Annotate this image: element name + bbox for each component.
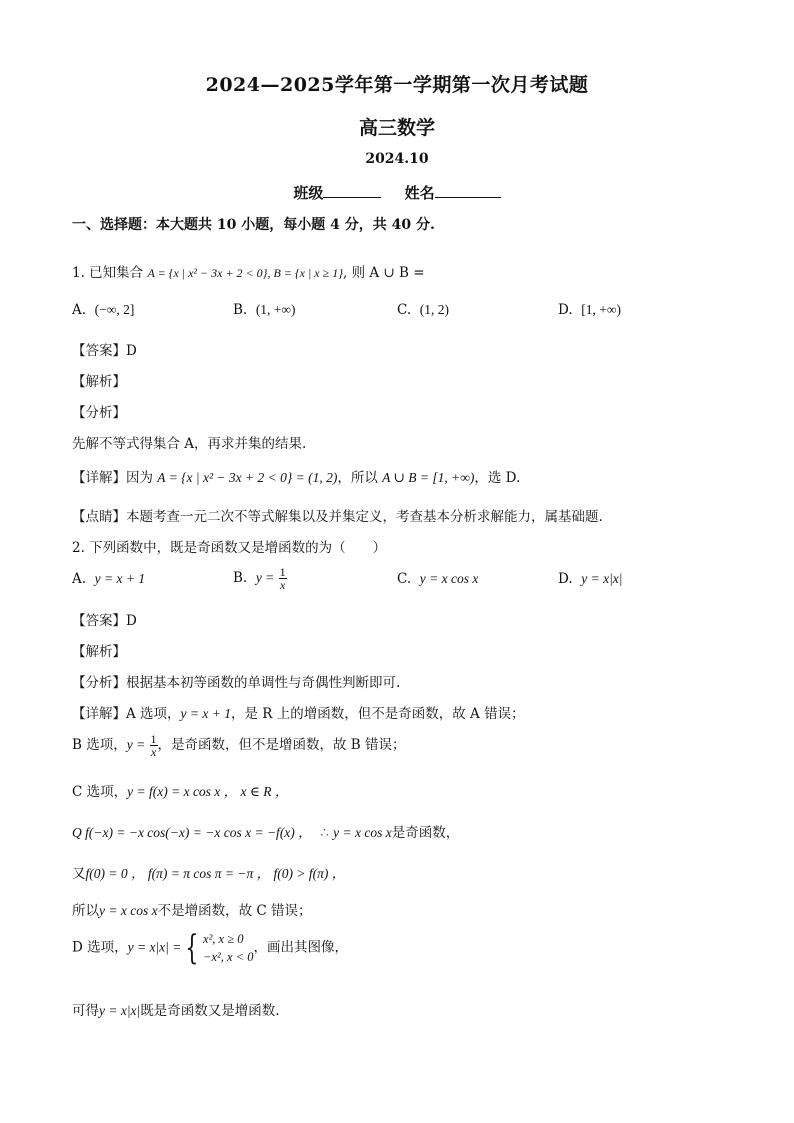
q2-fenxi: 【分析】根据基本初等函数的单调性与奇偶性判断即可. [72, 675, 401, 691]
q2-detail-b-fraction: $\frac{1}{x}$ [150, 732, 157, 759]
student-info-fields [0, 182, 794, 203]
exam-subject: 高三数学 [358, 117, 435, 139]
q1-option-d: D. [1, +∞) [558, 302, 621, 318]
q2-detail-q: Q f(−x) = −x cos(−x) = −x cos x = −f(x) ， ∴ y = x cos x是奇函数， [72, 825, 460, 841]
exam-title: 2024—2025学年第一学期第一次月考试题 [205, 74, 589, 96]
q2-option-c: C. y = x cos x [397, 571, 479, 587]
q2-option-d: D. y = x|x| [558, 571, 623, 587]
q2-option-a: A. y = x + 1 [72, 571, 146, 587]
q2-option-b-fraction: $\frac{1}{x}$ [279, 565, 286, 592]
q2-detail-you: 又f(0) = 0 ， f(π) = π cos π = −π ， f(0) > f(π) ， [72, 866, 346, 882]
q1-answer: 【答案】D [72, 343, 137, 359]
q1-stem-math: A = {x | x² − 3x + 2 < 0}, B = {x | x ≥ 1} [147, 266, 344, 280]
q1-analysis-tag: 【解析】 [72, 374, 126, 390]
q2-conclusion: 可得y = x|x|既是奇函数又是增函数. [72, 1003, 280, 1019]
q2-detail-d: D 选项，y = x|x| = { x², x ≥ 0 −x², x < 0 ，画出其图像， [72, 928, 348, 968]
class-blank[interactable] [323, 183, 381, 198]
q1-option-b: B. (1, +∞) [233, 302, 296, 318]
q1-stem [72, 261, 425, 281]
q2-detail-b: B 选项，y = $\frac{1}{x}$ ，是奇函数，但不是增函数，故 B 错误； [72, 732, 406, 759]
q1-fenxi-tag: 【分析】 [72, 405, 126, 421]
cases-brace: { [185, 928, 199, 968]
section-heading: 一、选择题：本大题共 10 小题，每小题 4 分，共 40 分. [72, 217, 435, 233]
q2-detail-a: 【详解】A 选项，y = x + 1，是 R 上的增函数，但不是奇函数，故 A 错误； [72, 706, 525, 722]
name-label: 姓名 [404, 184, 435, 202]
q2-answer: 【答案】D [72, 613, 137, 629]
q1-fenxi-text: 先解不等式得集合 A，再求并集的结果. [72, 436, 307, 452]
name-blank[interactable] [435, 183, 501, 198]
q2-detail-c: C 选项，y = f(x) = x cos x ， x ∈ R ， [72, 784, 289, 800]
q1-stem-prefix: 1. 已知集合 [72, 265, 144, 281]
q2-detail-so: 所以y = x cos x不是增函数，故 C 错误； [72, 903, 312, 919]
q2-stem: 2. 下列函数中，既是奇函数又是增函数的为（ ） [72, 540, 387, 556]
piecewise-cases: x², x ≥ 0 −x², x < 0 [203, 932, 254, 964]
q2-option-b: B. y = $\frac{1}{x}$ [233, 565, 286, 592]
q1-detail: 【详解】因为 A = {x | x² − 3x + 2 < 0} = (1, 2)，所以 A ∪ B = [1, +∞)，选 D. [72, 470, 521, 486]
q1-option-a: A. (−∞, 2] [72, 302, 135, 318]
q1-comment: 【点睛】本题考查一元二次不等式解集以及并集定义，考查基本分析求解能力，属基础题. [72, 509, 603, 525]
q1-option-c: C. (1, 2) [397, 302, 449, 318]
exam-date: 2024.10 [365, 151, 429, 167]
class-label: 班级 [293, 184, 324, 202]
q2-analysis-tag: 【解析】 [72, 644, 126, 660]
q1-stem-suffix: , 则 A ∪ B = [343, 265, 425, 281]
